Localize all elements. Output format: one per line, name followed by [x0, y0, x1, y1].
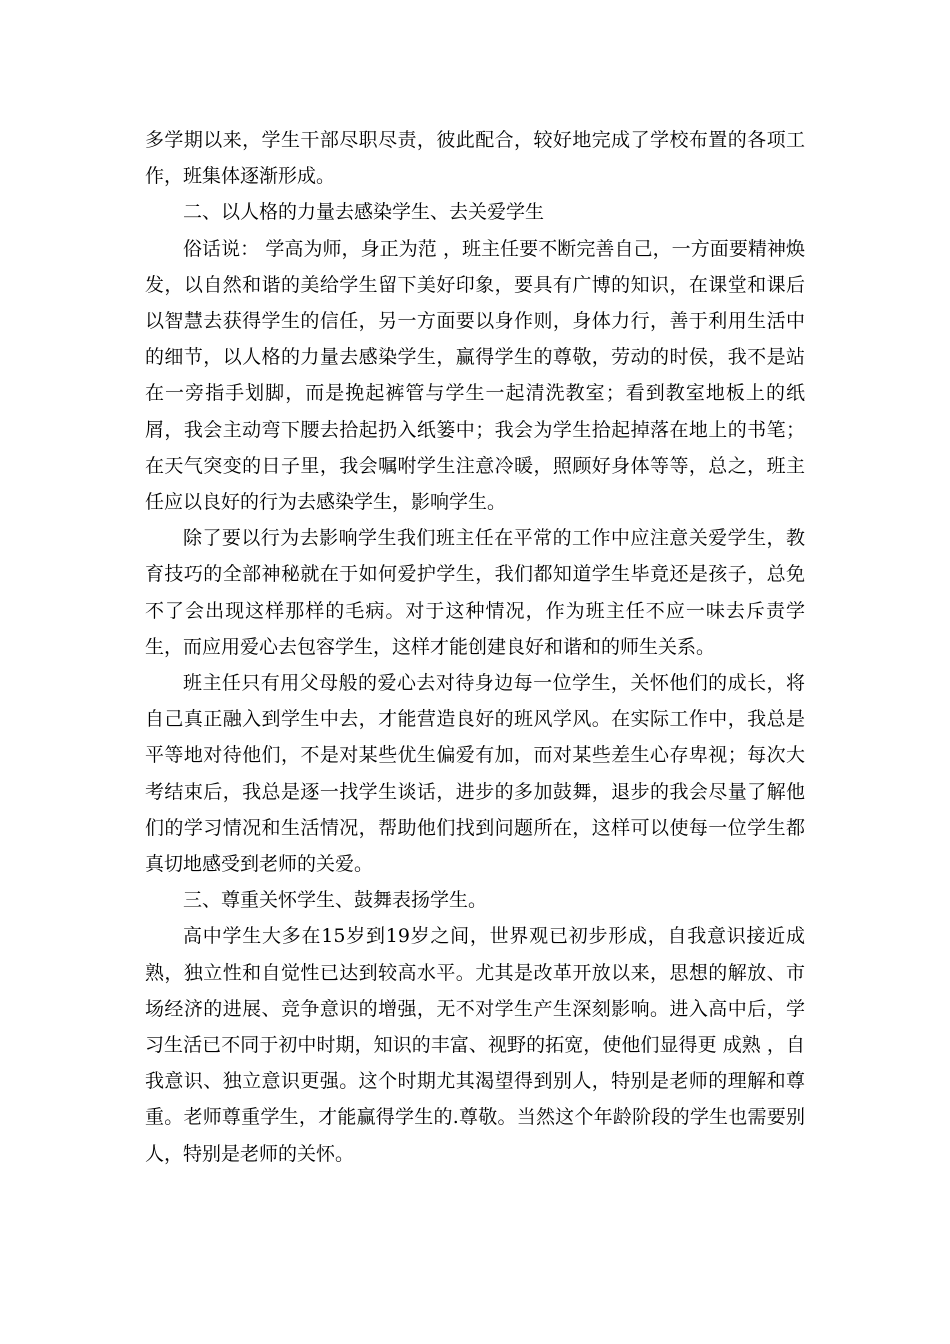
paragraph-proverb: 俗话说： 学高为师，身正为范 ，班主任要不断完善自己，一方面要精神焕发，以自然和谐的美给学生留下美好印象，要具有广博的知识，在课堂和课后以智慧去获得学生的信任，另一方面要以身作则，身体力行，善于利用生活中的细节，以人格的力量去感染学生，赢得学生的尊敬，劳动的时侯，我不是站在一旁指手划脚，而是挽起裤管与学生一起清洗教室；看到教室地板上的纸屑，我会主动弯下腰去拾起扔入纸篓中；我会为学生拾起掉落在地上的书笔；在天气突变的日子里，我会嘱咐学生注意冷暖，照顾好身体等等，总之，班主任应以良好的行为去感染学生，影响学生。 — [145, 237, 805, 514]
paragraph-care: 除了要以行为去影响学生我们班主任在平常的工作中应注意关爱学生，教育技巧的全部神秘就在于如何爱护学生，我们都知道学生毕竟还是孩子，总免不了会出现这样那样的毛病。对于这种情况，作为班主任不应一味去斥责学生，而应用爱心去包容学生，这样才能创建良好和谐和的师生关系。 — [145, 527, 805, 658]
paragraph-high-school: 高中学生大多在15岁到19岁之间，世界观已初步形成，自我意识接近成熟，独立性和自觉性已达到较高水平。尤其是改革开放以来，思想的解放、市场经济的进展、竞争意识的增强，无不对学生产生深刻影响。进入高中后，学习生活已不同于初中时期，知识的丰富、视野的拓宽，使他们显得更 成熟 ，自我意识、独立意识更强。这个时期尤其渴望得到别人，特别是老师的理解和尊重。老师尊重学生，才能赢得学生的.尊敬。当然这个年龄阶段的学生也需要别人，特别是老师的关怀。 — [145, 925, 805, 1165]
paragraph-parental-love: 班主任只有用父母般的爱心去对待身边每一位学生，关怀他们的成长，将自己真正融入到学生中去，才能营造良好的班风学风。在实际工作中，我总是平等地对待他们，不是对某些优生偏爱有加，而对某些差生心存卑视；每次大考结束后，我总是逐一找学生谈话，进步的多加鼓舞，退步的我会尽量了解他们的学习情况和生活情况，帮助他们找到问题所在，这样可以使每一位学生都真切地感受到老师的关爱。 — [145, 672, 805, 876]
section-heading-3: 三、尊重关怀学生、鼓舞表扬学生。 — [183, 889, 488, 912]
paragraph-intro: 多学期以来，学生干部尽职尽责，彼此配合，较好地完成了学校布置的各项工作，班集体逐渐形成。 — [145, 129, 805, 188]
document-page — [145, 122, 805, 1172]
section-heading-2: 二、以人格的力量去感染学生、去关爱学生 — [183, 201, 545, 224]
